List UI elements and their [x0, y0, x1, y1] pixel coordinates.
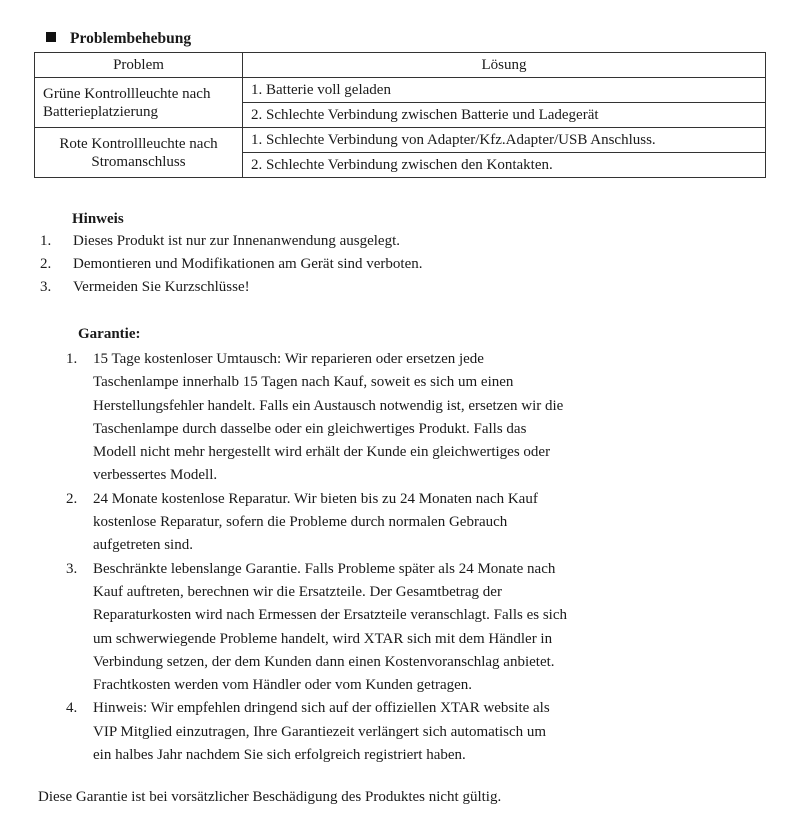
hinweis-heading: Hinweis — [72, 211, 124, 227]
footer-note: Diese Garantie ist bei vorsätzlicher Beschädigung des Produktes nicht gültig. — [38, 789, 502, 805]
table-row — [35, 128, 766, 153]
list-item — [40, 232, 740, 255]
list-text: Dieses Produkt ist nur zur Innenanwendung ausgelegt. — [73, 233, 401, 249]
hinweis-list — [40, 232, 740, 301]
header-solution: Lösung — [243, 53, 766, 78]
square-bullet-icon — [46, 32, 56, 42]
list-item — [40, 278, 740, 301]
list-text: Demontieren und Modifikationen am Gerät sind verboten. — [73, 256, 423, 272]
solution-cell: 2. Schlechte Verbindung zwischen Batterie und Ladegerät — [243, 103, 766, 128]
list-item — [66, 348, 666, 488]
problem-cell: Rote Kontrollleuchte nach Stromanschluss — [35, 128, 243, 178]
garantie-heading: Garantie: — [78, 326, 141, 342]
list-text: 15 Tage kostenloser Umtausch: Wir reparieren oder ersetzen jede Taschenlampe innerhalb 15 Tagen nach Kauf, soweit es sich um einen Herstellungsfehler handelt. Falls ein Austausch notwendig ist, ersetzen wir die Taschenlampe durch dasselbe oder ein gleichwertiges Produkt. Falls das Modell nicht mehr hergestellt wird erhält der Kunde ein gleichwertiges oder verbessertes Modell. — [93, 351, 564, 484]
problem-cell: Grüne Kontrollleuchte nach Batterieplatzierung — [35, 78, 243, 128]
list-text: 24 Monate kostenlose Reparatur. Wir bieten bis zu 24 Monaten nach Kauf kostenlose Reparatur, sofern die Probleme durch normalen Gebrauch aufgetreten sind. — [93, 490, 538, 554]
troubleshooting-title: Problembehebung — [70, 30, 192, 47]
table-header-row — [35, 53, 766, 78]
header-problem: Problem — [35, 53, 243, 78]
list-item — [66, 558, 666, 698]
list-number: 1. — [40, 233, 52, 249]
list-number: 4. — [66, 700, 78, 717]
list-number: 3. — [40, 279, 52, 295]
list-number: 2. — [40, 256, 52, 272]
list-item — [66, 697, 666, 767]
list-text: Beschränkte lebenslange Garantie. Falls Probleme später als 24 Monate nach Kauf auftreten, berechnen wir die Ersatzteile. Der Gesamtbetrag der Reparaturkosten wird nach Ermessen der Ersatzteile veranschlagt. Falls es sich um schwerwiegende Probleme handelt, wird XTAR sich mit dem Händler in Verbindung setzen, der dem Kunden dann einen Kostenvoranschlag anbietet. Frachtkosten werden vom Händler oder vom Kunden getragen. — [93, 560, 568, 694]
list-number: 3. — [66, 560, 78, 577]
list-item — [40, 255, 740, 278]
table-row — [35, 78, 766, 103]
list-number: 1. — [66, 351, 78, 367]
list-text: Hinweis: Wir empfehlen dringend sich auf der offiziellen XTAR website als VIP Mitglied einzutragen, Ihre Garantiezeit verlängert sich automatisch um ein halbes Jahr nachdem Sie sich erfolgreich registriert haben. — [93, 700, 550, 764]
troubleshooting-table — [34, 52, 766, 178]
troubleshooting-heading — [46, 30, 191, 49]
solution-cell: 1. Batterie voll geladen — [243, 78, 766, 103]
list-text: Vermeiden Sie Kurzschlüsse! — [73, 279, 250, 295]
solution-cell: 2. Schlechte Verbindung zwischen den Kontakten. — [243, 153, 766, 178]
list-item — [66, 488, 666, 558]
solution-cell: 1. Schlechte Verbindung von Adapter/Kfz.Adapter/USB Anschluss. — [243, 128, 766, 153]
list-number: 2. — [66, 490, 78, 507]
garantie-list — [66, 348, 666, 767]
